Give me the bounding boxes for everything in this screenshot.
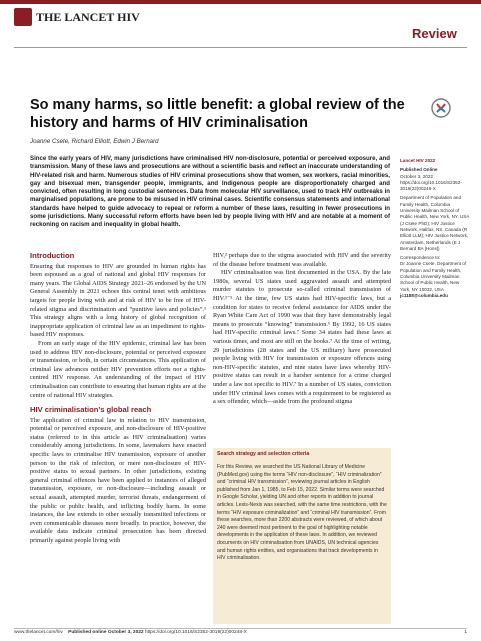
- article-summary: Since the early years of HIV, many jurisdictions have criminalised HIV non-disclosure, potential or perceived exposure, and transmission. Many of these laws and prosecutions are without a scientific basis and reflect an inaccurate understanding of HIV-related risk and harm. Numerous studies of HIV criminal prosecutions show that women, sex workers, racial minorities, gay and bisexual men, transgender people, immigrants, and Indigenous people are disproportionately charged and convicted, often resulting in long custodial sentences. Data from molecular HIV surveillance, used to track HIV outbreaks in marginalised populations, are prone to be misused in HIV criminal cases. Scientific consensus statements and international standards have helped to guide advocacy to repeal or reform a number of these laws, resulting in fewer prosecutions in some jurisdictions. Many successful reform efforts have been led by people living with HIV and are notable at a moment of reckoning on racism and inequality in global health.: [30, 155, 390, 229]
- body-column-1: [30, 252, 206, 546]
- top-accent-bar: [0, 0, 481, 4]
- header-divider: [14, 47, 467, 48]
- section-label: Review: [412, 26, 457, 41]
- journal-reference: Lancet HIV 2022: [400, 158, 436, 163]
- search-strategy-text: For this Review, we searched the US National Library of Medicine (PubMed.gov) using the terms “HIV non-disclosure”, “HIV criminalization” and “criminal HIV transmission”, reviewing journal articles in English published from Jan 1, 1985, to Feb 15, 2022. Similar terms were searched in Google Scholar, yielding UN and other reports in addition to journal articles. Lexis-Nexis was searched, with the same time restrictions, with the terms “HIV exposure criminalization” and “criminal HIV transmission”. From these searches, more than 2200 abstracts were reviewed, of which about 240 were deemed most pertinent to the goal of highlighting notable developments in the application of these laws. In addition, we reviewed documents on HIV criminalisation from UNAIDS, UN technical agencies and human rights entities, and organisations that track developments in HIV criminalisation.: [217, 464, 387, 562]
- intro-heading: Introduction: [30, 251, 75, 260]
- body-column-2: [213, 252, 391, 407]
- column2-paragraph-2: HIV criminalisation was first documented in the USA. By the late 1980s, several US states used aggravated assault and attempted murder statutes to prosecute so-called criminal transmission of HIV.³⁻⁵ At the time, few US states had HIV-specific laws, but a condition for states to receive federal assistance for AIDS under the Ryan White Care Act of 1990 was that they have demonstrably legal means to prosecute “knowing” transmission.⁶ By 1992, 16 US states had HIV-specific criminal laws.⁷ Some 34 states had these laws at various times, and most are still on the books.⁷ At the time of writing, 29 jurisdictions (28 states and the US military) have prosecuted people living with HIV for transmission or exposure offences using non-HIV-specific statutes, and nine states have laws whereby HIV-positive status can result in a harsher sentence for a crime charged under a law not specific to HIV.⁷ In a number of US states, conviction under HIV criminal laws comes with a requirement to be registered as a sex offender, which—aside from the profound stigma: [213, 269, 391, 406]
- footer-site-link[interactable]: www.thelancet.com/hiv: [14, 630, 63, 635]
- footer-divider: [14, 628, 467, 629]
- article-title: So many harms, so little benefit: a global review of the history and harms of HIV criminalisation: [30, 97, 405, 131]
- author-affiliations: Department of Population and Family Health, Columbia University Mailman School of Public Health, New York, NY, USA (J Csete PhD); HIV Justice Network, Halifax, NS, Canada (R Elliott LLM); HIV Justice Network, Amsterdam, Netherlands (E J Bernard BA [Hons]): [400, 195, 470, 251]
- search-strategy-heading: Search strategy and selection criteria: [217, 451, 310, 457]
- crossmark-icon[interactable]: [430, 98, 452, 124]
- journal-logo: THE LANCET HIV: [36, 10, 140, 24]
- intro-paragraph-2: From an early stage of the HIV epidemic, criminal law has been used to address HIV non-disclosure, potential or perceived exposure or transmission, or both, in certain circumstances. This application of criminal law advances neither HIV prevention efforts nor a rights-centred HIV response. An understanding of the impact of HIV criminalisation can contribute to ensuring that human rights are at the centre of national HIV strategies.: [30, 339, 206, 399]
- global-reach-paragraph-1: The application of criminal law in relation to HIV transmission, potential or perceived exposure, and non-disclosure of HIV-positive status (referred to in this article as HIV criminalisation) varies considerably among jurisdictions. In some, lawmakers have enacted specific laws to criminalise HIV transmission, exposure of another person to the risk of infection, or mere non-disclosure of HIV-positive status to sexual partners. In other jurisdictions, existing general criminal offences have been applied to instances of alleged transmission, exposure, or non-disclosure—including assault or sexual assault, attempted murder, terrorist threats, endangerment of the public or public health, and inflicting bodily harm. In some instances, the law extends to other sexually transmitted infections or even communicable diseases more broadly. In practice, however, the available data indicate criminal prosecution has been directed primarily against people living with: [30, 416, 206, 544]
- published-date: October 3, 2022: [400, 173, 433, 179]
- published-label: Published Online: [400, 167, 438, 173]
- page-number: 1: [464, 630, 467, 635]
- footer-published: Published online October 3, 2022: [68, 630, 144, 635]
- correspondence-label: Correspondence to:: [400, 255, 441, 261]
- journal-logo-icon: [14, 8, 32, 26]
- global-reach-heading: HIV criminalisation’s global reach: [30, 405, 152, 415]
- column2-paragraph-1: HIV,² perhaps due to the stigma associated with HIV and the severity of the disease before treatment was available.: [213, 252, 391, 268]
- correspondence-address: Dr Joanne Csete, Department of Population and Family Health, Columbia University Mailman School of Public Health, New York, NY 10032, USA: [400, 261, 467, 292]
- intro-paragraph-1: Ensuring that responses to HIV are grounded in human rights has been espoused as a goal of national and global HIV responses for many years. The Global AIDS Strategy 2021–26 endorsed by the UN General Assembly in 2021 echoes this central tenet with ambitious targets for people living with and at risk of HIV to be free of HIV-related stigma and discrimination and “punitive laws and policies”.¹ This strategy aligns with a long history of global recognition of inappropriate application of criminal law as an impediment to rights-based HIV responses.: [30, 262, 206, 339]
- sidebar-doi-link[interactable]: https://doi.org/10.1016/S2352-3018(22)00248-X: [400, 179, 462, 192]
- footer-doi-link[interactable]: https://doi.org/10.1016/S2352-3018(22)00248-X: [144, 630, 247, 635]
- article-sidebar: [400, 158, 470, 302]
- correspondence-email[interactable]: jc1188@columbia.edu: [400, 292, 448, 298]
- article-authors: Joanne Csete, Richard Elliott, Edwin J Bernard: [30, 138, 159, 145]
- page-footer: [14, 630, 467, 635]
